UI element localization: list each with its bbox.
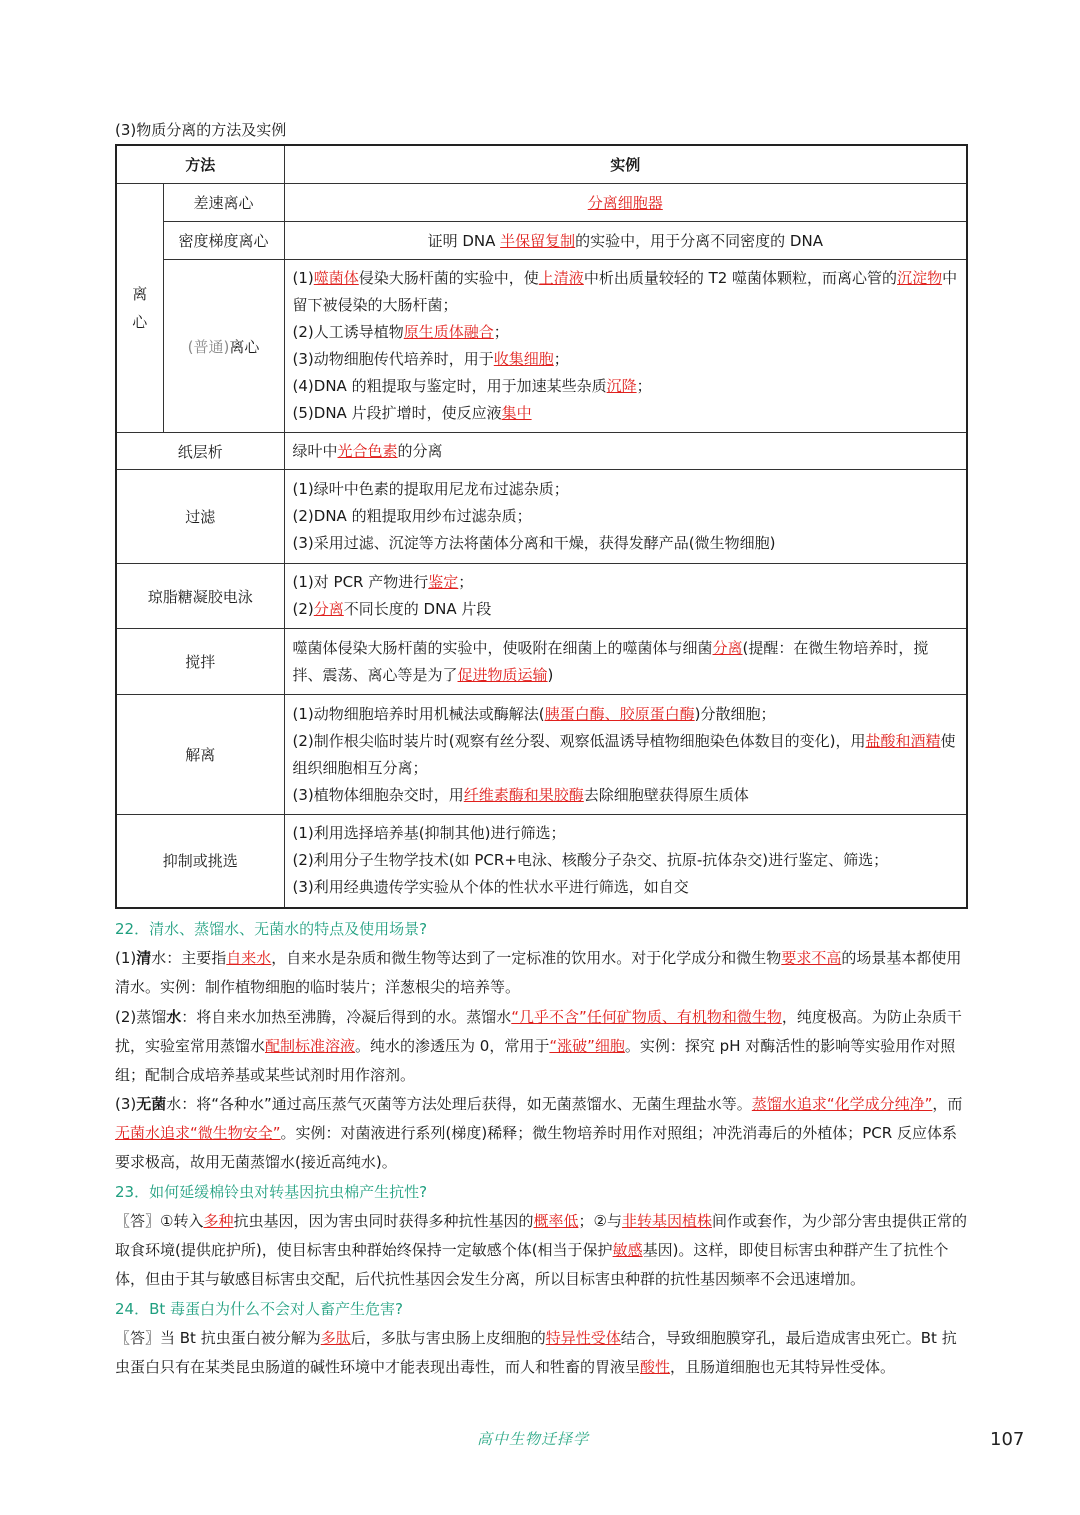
question-22-title: 22．清水、蒸馏水、无菌水的特点及使用场景? <box>115 920 428 938</box>
table-row <box>116 433 967 470</box>
table-header-row <box>116 145 967 184</box>
table-row <box>116 564 967 629</box>
example-cell: 分离细胞器 <box>284 184 967 222</box>
question-23-title: 23．如何延缓棉铃虫对转基因抗虫棉产生抗性? <box>115 1183 428 1201</box>
question-24-title: 24．Bt 毒蛋白为什么不会对人畜产生危害? <box>115 1300 403 1318</box>
method-cell: 过滤 <box>116 470 284 564</box>
page-footer <box>0 1426 1080 1456</box>
page-number: 107 <box>990 1429 1025 1450</box>
example-cell: 绿叶中光合色素的分离 <box>284 433 967 470</box>
table-row <box>116 222 967 260</box>
question-22-item-2: (2)蒸馏水：将自来水加热至沸腾，冷凝后得到的水。蒸馏水“几乎不含”任何矿物质、有机物和微生物，纯度极高。为防止杂质干扰，实验室常用蒸馏水配制标准溶液。纯水的渗透压为 0，常用于“涨破”细胞。实例：探究 pH 对酶活性的影响等实验用作对照组；配制合成培养基或某些试剂时用作溶剂。 <box>115 1008 962 1084</box>
separation-methods-table <box>115 144 968 909</box>
method-cell: 密度梯度离心 <box>163 222 284 260</box>
question-22-item-3: (3)无菌水：将“各种水”通过高压蒸气灭菌等方法处理后获得，如无菌蒸馏水、无菌生理盐水等。蒸馏水追求“化学成分纯净”，而无菌水追求“微生物安全”。实例：对菌液进行系列(梯度)稀释；微生物培养时用作对照组；冲洗消毒后的外植体；PCR 反应体系要求极高，故用无菌蒸馏水(接近高纯水)。 <box>115 1095 963 1171</box>
footer-brand: 高中生物迁择学 <box>477 1430 590 1448</box>
method-cell: 搅拌 <box>116 629 284 695</box>
table-row <box>116 184 967 222</box>
example-cell: 证明 DNA 半保留复制的实验中，用于分离不同密度的 DNA <box>284 222 967 260</box>
table-row <box>116 260 967 433</box>
header-example: 实例 <box>284 145 967 184</box>
lixin-group-label: 离 心 <box>116 184 163 433</box>
table-row <box>116 470 967 564</box>
method-cell: 差速离心 <box>163 184 284 222</box>
table-row <box>116 815 967 908</box>
question-22-item-1: (1)清水：主要指自来水，自来水是杂质和微生物等达到了一定标准的饮用水。对于化学成分和微生物要求不高的场景基本都使用清水。实例：制作植物细胞的临时装片；洋葱根尖的培养等。 <box>115 949 962 996</box>
table-row <box>116 629 967 695</box>
method-cell: 琼脂糖凝胶电泳 <box>116 564 284 629</box>
method-cell: 解离 <box>116 695 284 815</box>
example-cell: (1)绿叶中色素的提取用尼龙布过滤杂质； (2)DNA 的粗提取用纱布过滤杂质； (3)采用过滤、沉淀等方法将菌体分离和干燥，获得发酵产品(微生物细胞) <box>284 470 967 564</box>
method-cell: 纸层析 <box>116 433 284 470</box>
example-cell: (1)动物细胞培养时用机械法或酶解法(胰蛋白酶、胶原蛋白酶)分散细胞； (2)制作根尖临时装片时(观察有丝分裂、观察低温诱导植物细胞染色体数目的变化)，用盐酸和酒精使组织细胞相互分离； (3)植物体细胞杂交时，用纤维素酶和果胶酶去除细胞壁获得原生质体 <box>284 695 967 815</box>
header-method: 方法 <box>116 145 284 184</box>
question-23-answer: 〖答〗①转入多种抗虫基因，因为害虫同时获得多种抗性基因的概率低；②与非转基因植株间作或套作，为少部分害虫提供正常的取食环境(提供庇护所)，使目标害虫种群始终保持一定敏感个体(相当于保护敏感基因)。这样，即使目标害虫种群产生了抗性个体，但由于其与敏感目标害虫交配，后代抗性基因会发生分离，所以目标害虫种群的抗性基因频率不会迅速增加。 <box>115 1212 967 1288</box>
example-cell: 噬菌体侵染大肠杆菌的实验中，使吸附在细菌上的噬菌体与细菌分离(提醒：在微生物培养时，搅拌、震荡、离心等是为了促进物质运输) <box>284 629 967 695</box>
method-cell: (普通)离心 <box>163 260 284 433</box>
example-cell: (1)利用选择培养基(抑制其他)进行筛选； (2)利用分子生物学技术(如 PCR+电泳、核酸分子杂交、抗原-抗体杂交)进行鉴定、筛选； (3)利用经典遗传学实验从个体的性状水平进行筛选，如自交 <box>284 815 967 908</box>
table-row <box>116 695 967 815</box>
table-caption: (3)物质分离的方法及实例 <box>115 121 287 139</box>
example-cell: (1)噬菌体侵染大肠杆菌的实验中，使上清液中析出质量较轻的 T2 噬菌体颗粒，而离心管的沉淀物中留下被侵染的大肠杆菌； (2)人工诱导植物原生质体融合； (3)动物细胞传代培养时，用于收集细胞； (4)DNA 的粗提取与鉴定时，用于加速某些杂质沉降； (5)DNA 片段扩增时，使反应液集中 <box>284 260 967 433</box>
method-cell: 抑制或挑选 <box>116 815 284 908</box>
question-24-answer: 〖答〗当 Bt 抗虫蛋白被分解为多肽后，多肽与害虫肠上皮细胞的特异性受体结合，导致细胞膜穿孔，最后造成害虫死亡。Bt 抗虫蛋白只有在某类昆虫肠道的碱性环境中才能表现出毒性，而人和牲畜的胃液呈酸性，且肠道细胞也无其特异性受体。 <box>115 1329 957 1376</box>
example-cell: (1)对 PCR 产物进行鉴定； (2)分离不同长度的 DNA 片段 <box>284 564 967 629</box>
